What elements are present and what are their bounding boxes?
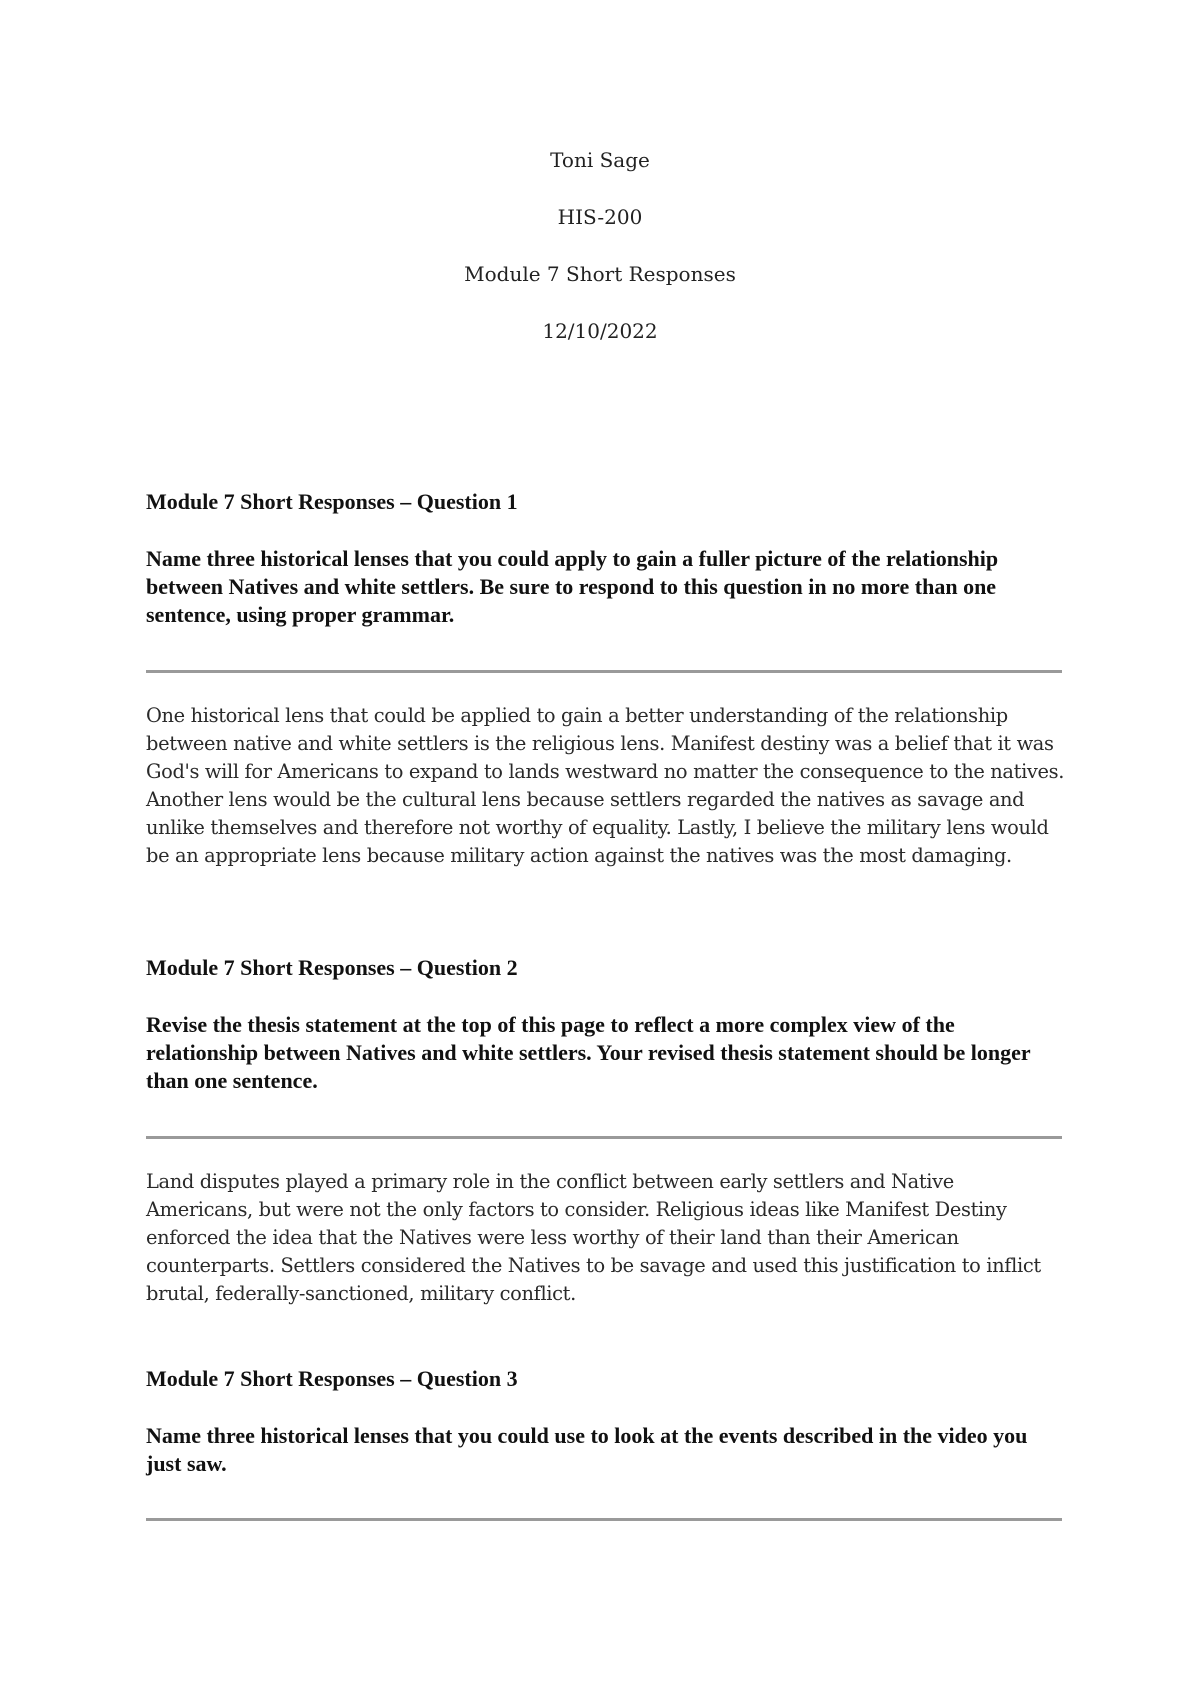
answer-divider — [146, 1136, 1062, 1139]
question-prompt: Name three historical lenses that you could use to look at the events described in the video you just saw. — [146, 1423, 1028, 1476]
answer-text: Land disputes played a primary role in the conflict between early settlers and Native Americans, but were not the only factors to consider. Religious ideas like Manifest Destiny enforced the idea that the Natives were less worthy of their land than their American counterparts. Settlers considered the Natives to be savage and used this justification to inflict brutal, federally-sanctioned, military conflict. — [146, 1170, 1041, 1305]
author-name: Toni Sage — [550, 148, 650, 172]
question-2-prompt-block — [146, 1011, 1066, 1095]
document-date: 12/10/2022 — [542, 319, 658, 343]
answer-divider — [146, 1518, 1062, 1521]
question-1-heading-block — [146, 488, 1066, 516]
question-1-answer-block — [146, 702, 1066, 870]
question-prompt: Name three historical lenses that you could apply to gain a fuller picture of the relationship between Natives and white settlers. Be sure to respond to this question in no more than one sentence, using proper grammar. — [146, 546, 999, 627]
course-code: HIS-200 — [557, 205, 643, 229]
document-title: Module 7 Short Responses — [464, 262, 736, 286]
question-3-prompt-block — [146, 1422, 1066, 1478]
question-heading: Module 7 Short Responses – Question 3 — [146, 1366, 518, 1391]
question-3-heading-block — [146, 1365, 1066, 1393]
answer-divider — [146, 670, 1062, 673]
question-heading: Module 7 Short Responses – Question 2 — [146, 955, 518, 980]
question-prompt: Revise the thesis statement at the top of this page to reflect a more complex view of the relationship between Natives and white settlers. Your revised thesis statement should be longer than one sentence. — [146, 1012, 1031, 1093]
answer-text: One historical lens that could be applied to gain a better understanding of the relationship between native and white settlers is the religious lens. Manifest destiny was a belief that it was God's will for Americans to expand to lands westward no matter the consequence to the natives. Another lens would be the cultural lens because settlers regarded the natives as savage and unlike themselves and therefore not worthy of equality. Lastly, I believe the military lens would be an appropriate lens because military action against the natives was the most damaging. — [146, 704, 1065, 867]
question-2-heading-block — [146, 954, 1066, 982]
question-2-answer-block — [146, 1168, 1066, 1308]
question-heading: Module 7 Short Responses – Question 1 — [146, 489, 518, 514]
question-1-prompt-block — [146, 545, 1066, 629]
